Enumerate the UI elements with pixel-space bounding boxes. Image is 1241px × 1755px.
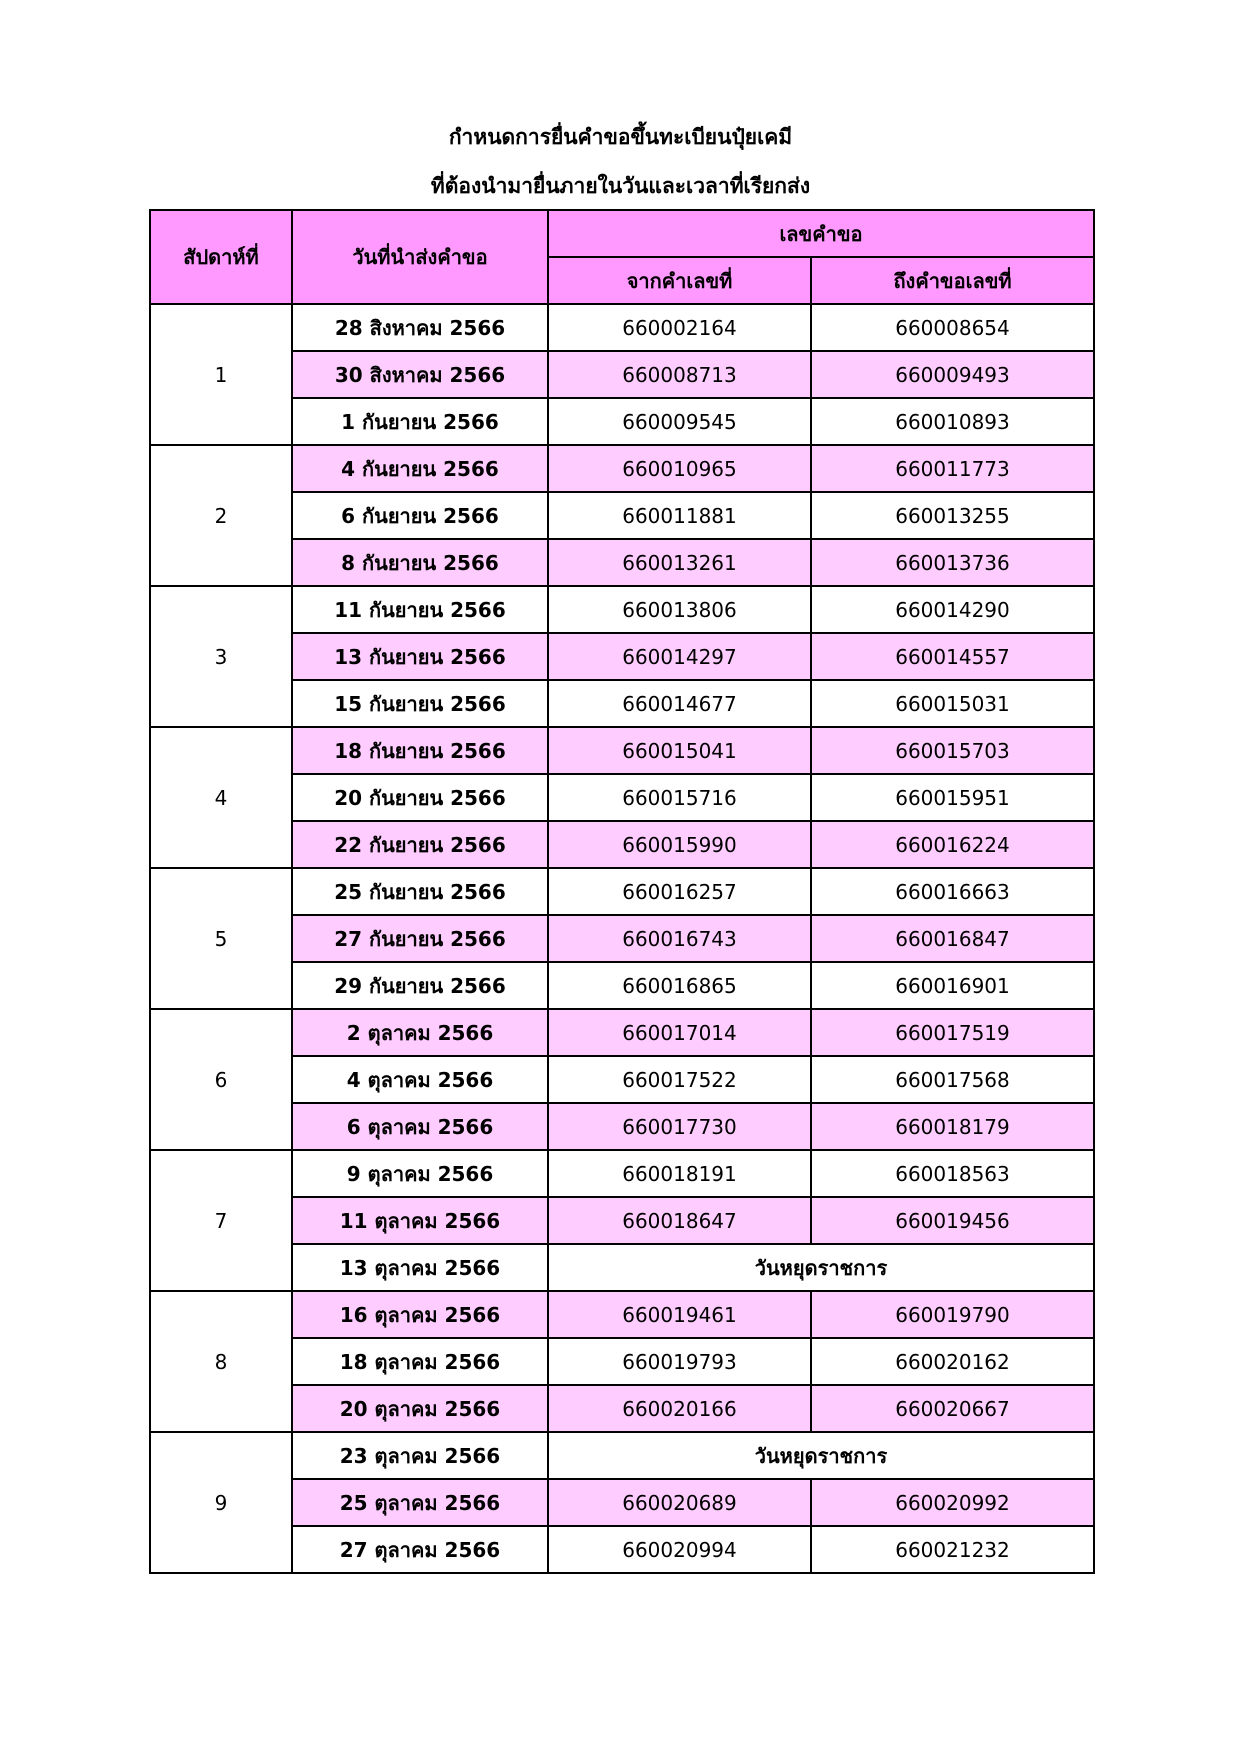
- from-number-cell: 660020689: [548, 1479, 811, 1526]
- table-row: [150, 1103, 1094, 1150]
- table-row: [150, 821, 1094, 868]
- submit-date-cell: 28 สิงหาคม 2566: [292, 304, 548, 351]
- table-row: [150, 1291, 1094, 1338]
- from-number-cell: 660015990: [548, 821, 811, 868]
- submit-date-cell: 11 กันยายน 2566: [292, 586, 548, 633]
- table-row: [150, 727, 1094, 774]
- submit-date-cell: 20 กันยายน 2566: [292, 774, 548, 821]
- week-number-cell: 1: [150, 304, 292, 445]
- submit-date-cell: 1 กันยายน 2566: [292, 398, 548, 445]
- to-number-cell: 660009493: [811, 351, 1094, 398]
- to-number-cell: 660021232: [811, 1526, 1094, 1573]
- submit-date-cell: 22 กันยายน 2566: [292, 821, 548, 868]
- table-row: [150, 1432, 1094, 1479]
- week-number-cell: 3: [150, 586, 292, 727]
- week-number-cell: 6: [150, 1009, 292, 1150]
- from-number-cell: 660015041: [548, 727, 811, 774]
- to-number-cell: 660014290: [811, 586, 1094, 633]
- to-number-cell: 660015031: [811, 680, 1094, 727]
- from-number-cell: 660017014: [548, 1009, 811, 1056]
- to-number-cell: 660013736: [811, 539, 1094, 586]
- table-row: [150, 445, 1094, 492]
- from-number-cell: 660016865: [548, 962, 811, 1009]
- to-number-cell: 660018179: [811, 1103, 1094, 1150]
- submit-date-cell: 30 สิงหาคม 2566: [292, 351, 548, 398]
- header-from-number: จากคำเลขที่: [548, 257, 811, 304]
- from-number-cell: 660009545: [548, 398, 811, 445]
- submit-date-cell: 18 ตุลาคม 2566: [292, 1338, 548, 1385]
- to-number-cell: 660015951: [811, 774, 1094, 821]
- to-number-cell: 660016224: [811, 821, 1094, 868]
- submit-date-cell: 2 ตุลาคม 2566: [292, 1009, 548, 1056]
- header-submit-date: วันที่นำส่งคำขอ: [292, 210, 548, 304]
- page-title: กำหนดการยื่นคำขอขึ้นทะเบียนปุ๋ยเคมี: [448, 125, 793, 149]
- table-row: [150, 586, 1094, 633]
- to-number-cell: 660011773: [811, 445, 1094, 492]
- page-subtitle: ที่ต้องนำมายื่นภายในวันและเวลาที่เรียกส่ง: [430, 174, 811, 198]
- week-number-cell: 4: [150, 727, 292, 868]
- from-number-cell: 660008713: [548, 351, 811, 398]
- to-number-cell: 660019790: [811, 1291, 1094, 1338]
- from-number-cell: 660017730: [548, 1103, 811, 1150]
- from-number-cell: 660020994: [548, 1526, 811, 1573]
- to-number-cell: 660010893: [811, 398, 1094, 445]
- table-row: [150, 1479, 1094, 1526]
- to-number-cell: 660020992: [811, 1479, 1094, 1526]
- from-number-cell: 660018191: [548, 1150, 811, 1197]
- from-number-cell: 660017522: [548, 1056, 811, 1103]
- table-row: [150, 1009, 1094, 1056]
- table-row: [150, 1150, 1094, 1197]
- holiday-cell: วันหยุดราชการ: [548, 1432, 1094, 1479]
- table-row: [150, 398, 1094, 445]
- from-number-cell: 660015716: [548, 774, 811, 821]
- submit-date-cell: 13 ตุลาคม 2566: [292, 1244, 548, 1291]
- week-number-cell: 2: [150, 445, 292, 586]
- submit-date-cell: 13 กันยายน 2566: [292, 633, 548, 680]
- submit-date-cell: 15 กันยายน 2566: [292, 680, 548, 727]
- submit-date-cell: 18 กันยายน 2566: [292, 727, 548, 774]
- week-number-cell: 8: [150, 1291, 292, 1432]
- from-number-cell: 660014677: [548, 680, 811, 727]
- header-week: สัปดาห์ที่: [150, 210, 292, 304]
- to-number-cell: 660018563: [811, 1150, 1094, 1197]
- to-number-cell: 660020667: [811, 1385, 1094, 1432]
- from-number-cell: 660013261: [548, 539, 811, 586]
- table-row: [150, 1244, 1094, 1291]
- table-row: [150, 539, 1094, 586]
- from-number-cell: 660018647: [548, 1197, 811, 1244]
- from-number-cell: 660016257: [548, 868, 811, 915]
- submit-date-cell: 16 ตุลาคม 2566: [292, 1291, 548, 1338]
- to-number-cell: 660016901: [811, 962, 1094, 1009]
- week-number-cell: 9: [150, 1432, 292, 1573]
- submit-date-cell: 4 ตุลาคม 2566: [292, 1056, 548, 1103]
- submit-date-cell: 27 กันยายน 2566: [292, 915, 548, 962]
- table-row: [150, 868, 1094, 915]
- table-row: [150, 492, 1094, 539]
- table-row: [150, 774, 1094, 821]
- submit-date-cell: 4 กันยายน 2566: [292, 445, 548, 492]
- to-number-cell: 660017519: [811, 1009, 1094, 1056]
- from-number-cell: 660014297: [548, 633, 811, 680]
- to-number-cell: 660015703: [811, 727, 1094, 774]
- holiday-cell: วันหยุดราชการ: [548, 1244, 1094, 1291]
- week-number-cell: 7: [150, 1150, 292, 1291]
- table-header: [150, 210, 1094, 304]
- header-to-number: ถึงคำขอเลขที่: [811, 257, 1094, 304]
- table-row: [150, 633, 1094, 680]
- from-number-cell: 660010965: [548, 445, 811, 492]
- table-row: [150, 1385, 1094, 1432]
- from-number-cell: 660002164: [548, 304, 811, 351]
- table-row: [150, 351, 1094, 398]
- from-number-cell: 660011881: [548, 492, 811, 539]
- submit-date-cell: 23 ตุลาคม 2566: [292, 1432, 548, 1479]
- submit-date-cell: 6 กันยายน 2566: [292, 492, 548, 539]
- header-request-number: เลขคำขอ: [548, 210, 1094, 257]
- to-number-cell: 660017568: [811, 1056, 1094, 1103]
- from-number-cell: 660016743: [548, 915, 811, 962]
- table-row: [150, 915, 1094, 962]
- submit-date-cell: 20 ตุลาคม 2566: [292, 1385, 548, 1432]
- from-number-cell: 660020166: [548, 1385, 811, 1432]
- submit-date-cell: 6 ตุลาคม 2566: [292, 1103, 548, 1150]
- from-number-cell: 660019461: [548, 1291, 811, 1338]
- table-row: [150, 1526, 1094, 1573]
- table-row: [150, 1056, 1094, 1103]
- to-number-cell: 660016663: [811, 868, 1094, 915]
- submit-date-cell: 29 กันยายน 2566: [292, 962, 548, 1009]
- table-row: [150, 680, 1094, 727]
- table-body: [150, 304, 1094, 1573]
- submission-schedule-table: [149, 209, 1095, 1574]
- week-number-cell: 5: [150, 868, 292, 1009]
- to-number-cell: 660008654: [811, 304, 1094, 351]
- to-number-cell: 660020162: [811, 1338, 1094, 1385]
- submit-date-cell: 9 ตุลาคม 2566: [292, 1150, 548, 1197]
- submit-date-cell: 25 กันยายน 2566: [292, 868, 548, 915]
- table-row: [150, 962, 1094, 1009]
- to-number-cell: 660013255: [811, 492, 1094, 539]
- submit-date-cell: 25 ตุลาคม 2566: [292, 1479, 548, 1526]
- to-number-cell: 660016847: [811, 915, 1094, 962]
- submit-date-cell: 8 กันยายน 2566: [292, 539, 548, 586]
- submit-date-cell: 27 ตุลาคม 2566: [292, 1526, 548, 1573]
- from-number-cell: 660013806: [548, 586, 811, 633]
- to-number-cell: 660014557: [811, 633, 1094, 680]
- table-row: [150, 1338, 1094, 1385]
- to-number-cell: 660019456: [811, 1197, 1094, 1244]
- table-row: [150, 304, 1094, 351]
- submit-date-cell: 11 ตุลาคม 2566: [292, 1197, 548, 1244]
- table-row: [150, 1197, 1094, 1244]
- from-number-cell: 660019793: [548, 1338, 811, 1385]
